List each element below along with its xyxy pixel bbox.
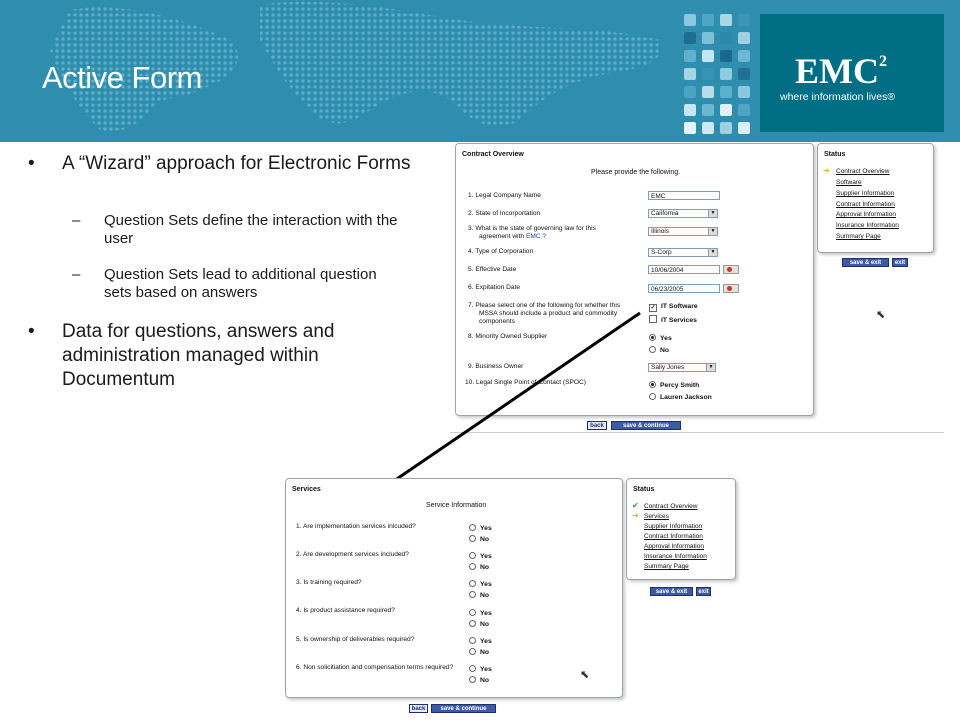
question-label: 10. Legal Single Point of Contact (SPOC) [465, 379, 586, 386]
radio-no[interactable] [469, 676, 489, 684]
radio-yes[interactable] [469, 524, 492, 532]
question-label: components [479, 318, 515, 325]
back-button[interactable]: back [587, 421, 607, 430]
status-link-insurance[interactable]: Insurance Information [836, 222, 899, 229]
question-label: 1. Are implementation services inlcuded? [296, 523, 416, 530]
status-link-contract-overview[interactable]: Contract Overview [644, 503, 698, 510]
exit-button[interactable]: exit [892, 258, 908, 267]
mouse-pointer-icon: ⬉ [580, 669, 590, 681]
page-title: Active Form [42, 60, 202, 95]
panel-header: Contract Overview [462, 151, 524, 158]
select-value: California [651, 210, 679, 217]
status-header: Status [824, 151, 846, 158]
sub-bullet-text: Question Sets define the interaction with the user [104, 212, 398, 247]
radio[interactable] [469, 580, 476, 587]
save-continue-button[interactable]: save & continue [431, 704, 496, 713]
radio-no[interactable] [469, 535, 489, 543]
question-label: 1. Legal Company Name [468, 192, 541, 199]
option-label: Yes [660, 335, 672, 342]
radio-yes[interactable] [469, 552, 492, 560]
radio[interactable] [469, 609, 476, 616]
option-label: No [480, 536, 490, 543]
status-link-summary[interactable]: Summary Page [644, 563, 689, 570]
back-button[interactable]: back [409, 704, 428, 713]
option-label: Yes [480, 525, 492, 532]
radio[interactable] [469, 535, 476, 542]
panel-header: Services [292, 486, 321, 493]
company-name-input[interactable]: EMC [648, 191, 720, 200]
status-header: Status [633, 486, 655, 493]
emc-link[interactable]: EMC ? [525, 233, 547, 240]
completed-check-icon: ✔ [632, 501, 639, 510]
option-label: IT Software [661, 303, 698, 310]
select-value: Sally Jones [651, 364, 685, 371]
radio[interactable] [469, 648, 476, 655]
status-link-contract-info[interactable]: Contract Information [644, 533, 703, 540]
status-link-contract-info[interactable]: Contract Information [836, 201, 895, 208]
radio-yes[interactable] [469, 580, 492, 588]
option-label: IT Services [661, 317, 697, 324]
sub-bullet-text: Question Sets lead to additional question sets based on answers [104, 266, 377, 301]
logo-text: EMC [795, 51, 879, 91]
radio[interactable] [469, 620, 476, 627]
status-link-approval[interactable]: Approval Information [836, 211, 896, 218]
current-step-arrow-icon: ➔ [632, 511, 639, 520]
radio-yes[interactable] [469, 637, 492, 645]
radio-no[interactable] [469, 591, 489, 599]
bullet-text: Data for questions, answers and administration managed within Documentum [62, 321, 335, 390]
mouse-pointer-icon: ⬉ [876, 309, 886, 321]
chevron-down-icon: ▼ [706, 364, 715, 371]
question-label: 6. Expitation Date [468, 284, 521, 291]
question-label: 3. Is training required? [296, 579, 362, 586]
effective-date-input[interactable]: 10/06/2004 [648, 265, 720, 274]
chevron-down-icon: ▼ [708, 210, 717, 217]
radio-yes[interactable] [469, 609, 492, 617]
option-label: Yes [480, 610, 492, 617]
radio[interactable] [469, 552, 476, 559]
radio[interactable] [469, 676, 476, 683]
save-exit-button[interactable]: save & exit [842, 258, 889, 267]
question-label: 9. Business Owner [468, 363, 524, 370]
question-label: 5. Effective Date [468, 266, 517, 273]
option-label: Lauren Jackson [660, 394, 712, 401]
current-step-arrow-icon: ➔ [823, 166, 830, 175]
select-value: Illinois [651, 228, 670, 235]
bullet-mark: • [28, 153, 35, 174]
services-panel [285, 478, 623, 698]
option-label: No [480, 592, 490, 599]
panel-prompt: Please provide the following. [591, 169, 681, 176]
status-link-approval[interactable]: Approval Information [644, 543, 704, 550]
radio-yes[interactable] [469, 665, 492, 673]
question-label: 7. Please select one of the following for whether this [468, 302, 621, 309]
option-label: Yes [480, 581, 492, 588]
option-label: Yes [480, 666, 492, 673]
save-continue-button[interactable]: save & continue [611, 421, 681, 430]
option-label: No [660, 347, 670, 354]
option-label: No [480, 564, 490, 571]
option-label: No [480, 677, 490, 684]
radio-no[interactable] [469, 620, 489, 628]
question-label: 5. Is ownership of deliverables required? [296, 636, 415, 643]
question-text: agreement with [479, 233, 525, 240]
question-label: 4. Is product assistance required? [296, 607, 395, 614]
status-link-summary[interactable]: Summary Page [836, 233, 881, 240]
question-label: 2. State of Incorportation [468, 210, 541, 217]
question-label: 6. Non solicitiation and compensation terms required? [296, 664, 454, 671]
bullet-text: A “Wizard” approach for Electronic Forms [62, 153, 411, 174]
checkbox-checked[interactable]: ✓ [650, 305, 656, 311]
radio-no[interactable] [469, 563, 489, 571]
exit-button[interactable]: exit [696, 587, 711, 596]
status-link-contract-overview[interactable]: Contract Overview [836, 168, 890, 175]
status-link-insurance[interactable]: Insurance Information [644, 553, 707, 560]
status-link-services[interactable]: Services [644, 513, 669, 520]
radio-no[interactable] [469, 648, 489, 656]
bullet-mark: • [28, 321, 35, 342]
option-label: No [480, 621, 490, 628]
option-label: Yes [480, 553, 492, 560]
status-link-supplier[interactable]: Supplier Information [644, 523, 703, 530]
option-label: Yes [480, 638, 492, 645]
expiration-date-input[interactable]: 06/23/2005 [648, 284, 720, 293]
status-link-supplier[interactable]: Supplier Information [836, 190, 895, 197]
option-label: Percy Smith [660, 382, 700, 389]
chevron-down-icon: ▼ [708, 228, 717, 235]
logo-superscript: 2 [879, 53, 887, 70]
panel-subtitle: Service Information [426, 502, 487, 509]
logo-tagline: where information lives® [780, 91, 896, 103]
select-value: S-Corp [651, 249, 672, 256]
question-label: 4. Type of Corporation [468, 248, 534, 255]
save-exit-button[interactable]: save & exit [650, 587, 693, 596]
sub-bullet-mark: – [72, 212, 81, 229]
chevron-down-icon: ▼ [708, 249, 717, 256]
question-label: 8. Minority Owned Supplier [468, 333, 548, 340]
question-label: MSSA should include a product and commodity [479, 310, 618, 317]
radio[interactable] [469, 563, 476, 570]
option-label: No [480, 649, 490, 656]
question-label: 2. Are development services included? [296, 551, 409, 558]
radio[interactable] [469, 591, 476, 598]
status-link-software[interactable]: Software [836, 179, 862, 186]
radio[interactable] [469, 665, 476, 672]
radio[interactable] [469, 524, 476, 531]
sub-bullet-mark: – [72, 266, 81, 283]
status-panel [626, 478, 736, 580]
question-label: 3. What is the state of governing law for this [468, 225, 596, 232]
radio[interactable] [469, 637, 476, 644]
